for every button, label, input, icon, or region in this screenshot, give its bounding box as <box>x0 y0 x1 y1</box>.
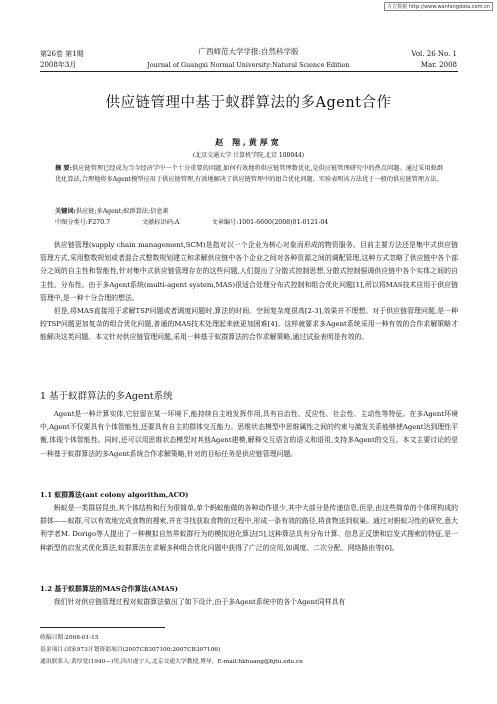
abstract <box>55 164 443 185</box>
subsection-1-1-paragraph <box>40 502 458 555</box>
header-journal-en: Journal of Guangxi Normal University:Natural Science Edition <box>147 61 350 69</box>
subsection-1-2-text: 我们针对供应链管理过程对蚁群算法做出了如下设计,由于多Agent系统中的各个Agent同样具有 <box>53 598 346 606</box>
paper-affiliation: (北京交通大学 计算机学院,北京 100044) <box>192 152 305 159</box>
intro-paragraph-1: 供应链管理(supply chain management,SCM)是指对以一个企业为核心对象而形成的物资服务。目前主要方法还是集中式供应链管理方式,采用整数规划或者混合式整数规划建立和求解供应链中各个企业之间对各种资源之间的调配管理,这种方式忽略了供应链中各个部分之间的自主性和智能性,针对集中式供应链管理存在的这些问题,人们提出了分散式控制思想,分散式控制强调供应链中各个实体之间的自主性、分布性。由于多Agent系统(multi-agent system,MAS)很适合处理分布式控制和组合优化问题[1],所以将MAS技术应用于供应链管理中,是一种十分合理的想法。 <box>40 241 458 302</box>
document-code: 文献标识码:A <box>142 219 180 226</box>
keywords-text: 供应链;多Agent;蚁群算法;信息素 <box>75 208 169 215</box>
watermark-stamp: 万方数据 http://www.wanfangdata.com.cn <box>384 2 493 11</box>
classification-line <box>55 218 443 229</box>
footnotes <box>40 632 458 668</box>
abstract-label: 摘 要: <box>55 165 72 172</box>
subsection-1-1-text: 蚂蚁是一类群居昆虫,其个体结构和行为很简单,单个蚂蚁能做的各种动作很少,其中大部分是传递信息,但是,由这些简单的个体所构成的群体——蚁群,可以有效地完成食物的搜索,并在寻找获取食物的过程中,形成一条有效的路径,将食物送到蚁巢。通过对蚂蚁习性的研究,意大利学者M. Dorigo等人提出了一种模拟自然界蚁群行为的模拟进化算法[5],这种算法具有分布计算、信息正反馈和启发式搜索的特征,是一种新型的启发式优化算法,蚁群算法在求解多种组合优化问题中获得了广泛的应用,如调度、二次分配、网络路由等[6]。 <box>40 504 458 552</box>
contact-info: 通讯联系人:黄厚宽(1940—)男,四川遂宁人,北京交通大学教授,博导。E-mail:hkhuang@bjtu.edu.cn <box>40 659 303 665</box>
section-1-text: Agent是一种计算实体,它驻留在某一环境下,能持续自主地发挥作用,具有自治性、反应性、社会性、主动性等特征。在多Agent环境中,Agent不仅要具有个体智能性,还要具有自主的群体交互能力。思维状态模型中思维属性之间的约束与激发关系能够使Agent达到理性平衡,体现个体智能性。同时,还可以用思维状态模型对其他Agent建模,解释交互语言的语义和语用,支持多Agent的交互。本文主要讨论的是一种基于蚁群算法的多Agent系统合作求解策略,针对的目标任务是供应链管理问题。 <box>40 410 458 458</box>
paper-authors: 赵 翔,黄厚宽 <box>215 137 282 147</box>
header-journal-cn: 广西师范大学学报:自然科学版 <box>198 47 299 56</box>
header-date-en: Mar. 2008 <box>420 61 457 69</box>
section-1-heading: 1 基于蚁群算法的多Agent系统 <box>40 391 173 402</box>
header-date-cn: 2008年3月 <box>40 61 77 69</box>
header-rule <box>40 71 458 72</box>
header-volume-cn: 第26卷 第1期 <box>40 50 84 58</box>
subsection-1-2-heading: 1.2 基于蚁群算法的MAS合作算法(AMAS) <box>40 585 178 593</box>
paper-title: 供应链管理中基于蚁群算法的多Agent合作 <box>105 95 392 111</box>
introduction <box>40 239 458 345</box>
subsection-1-2-paragraph <box>40 596 458 609</box>
article-number: 文章编号:1001-6600(2008)01-0121-04 <box>211 219 329 226</box>
subsection-1-1-heading: 1.1 蚁群算法(ant colony algorithm,ACO) <box>40 491 189 499</box>
fund-info: 基金项目:国家973计划资助项目(2007CB307100;2007CB307106) <box>40 647 221 653</box>
section-1-paragraph <box>40 408 458 461</box>
keywords-label: 关键词: <box>55 208 76 215</box>
header-volume-en: Vol. 26 No. 1 <box>411 50 457 58</box>
received-date: 收稿日期:2008-01-15 <box>40 635 99 641</box>
abstract-text: 供应链管理已经成为当今经济学中一个十分重要的问题,如何有效地将供应链管理数优化,是供应链管理研究中的热点问题。通过采用蚁群优化算法,合理地将多Agent模型应用于供应链管理,有效地解决了供应链管理中的组合优化问题。实验表明该方法优于一般的供应链管理方法。 <box>55 165 443 183</box>
footnote-rule <box>40 627 165 628</box>
intro-paragraph-2: 但是,将MAS直接用于求解TSP问题或者调度问题时,算法的时间、空间复杂度很高[2-3],效果并不理想。对于供应链管理问题,是一种较TSP问题更加复杂的组合优化问题,普通的MAS技术处理起来就更加困难[4]。这样就要求多Agent系统采用一种有效的合作求解策略才能解决这类问题。本文针对供应链管理问题,采用一种基于蚁群算法的合作求解策略,通过试验表明是有效的。 <box>40 307 458 342</box>
keywords <box>55 207 443 218</box>
clc-number: 中图分类号:F270.7 <box>55 219 111 226</box>
